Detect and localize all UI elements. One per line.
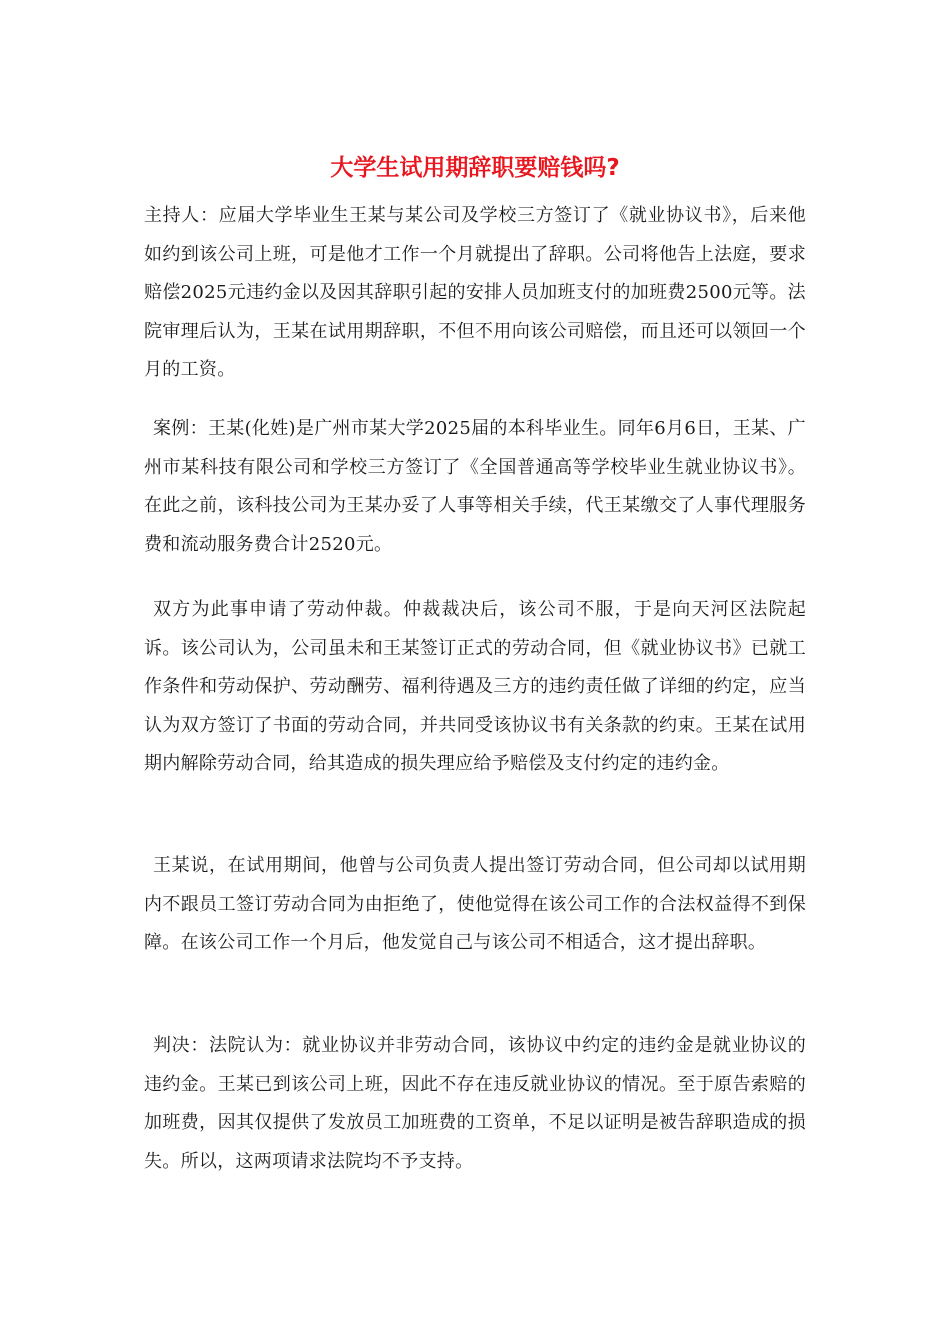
paragraph-host-intro: 主持人：应届大学毕业生王某与某公司及学校三方签订了《就业协议书》，后来他如约到该公司上班，可是他才工作一个月就提出了辞职。公司将他告上法庭，要求赔偿2025元违约金以及因其辞职引起的安排人员加班支付的加班费2500元等。法院审理后认为，王某在试用期辞职，不但不用向该公司赔偿，而且还可以领回一个月的工资。 [144,205,806,380]
document-title: 大学生试用期辞职要赔钱吗? [330,155,620,181]
paragraph-arbitration: 双方为此事申请了劳动仲裁。仲裁裁决后，该公司不服，于是向天河区法院起诉。该公司认为，公司虽未和王某签订正式的劳动合同，但《就业协议书》已就工作条件和劳动保护、劳动酬劳、福利待遇及三方的违约责任做了详细的约定，应当认为双方签订了书面的劳动合同，并共同受该协议书有关条款的约束。王某在试用期内解除劳动合同，给其造成的损失理应给予赔偿及支付约定的违约金。 [144,599,806,774]
paragraph-wang-statement: 王某说，在试用期间，他曾与公司负责人提出签订劳动合同，但公司却以试用期内不跟员工签订劳动合同为由拒绝了，使他觉得在该公司工作的合法权益得不到保障。在该公司工作一个月后，他发觉自己与该公司不相适合，这才提出辞职。 [144,855,806,953]
paragraph-judgment: 判决：法院认为：就业协议并非劳动合同，该协议中约定的违约金是就业协议的违约金。王某已到该公司上班，因此不存在违反就业协议的情况。至于原告索赔的加班费，因其仅提供了发放员工加班费的工资单，不足以证明是被告辞职造成的损失。所以，这两项请求法院均不予支持。 [144,1035,806,1172]
paragraph-case: 案例：王某(化姓)是广州市某大学2025届的本科毕业生。同年6月6日，王某、广州市某科技有限公司和学校三方签订了《全国普通高等学校毕业生就业协议书》。在此之前，该科技公司为王某办妥了人事等相关手续，代王某缴交了人事代理服务费和流动服务费合计2520元。 [144,418,806,555]
